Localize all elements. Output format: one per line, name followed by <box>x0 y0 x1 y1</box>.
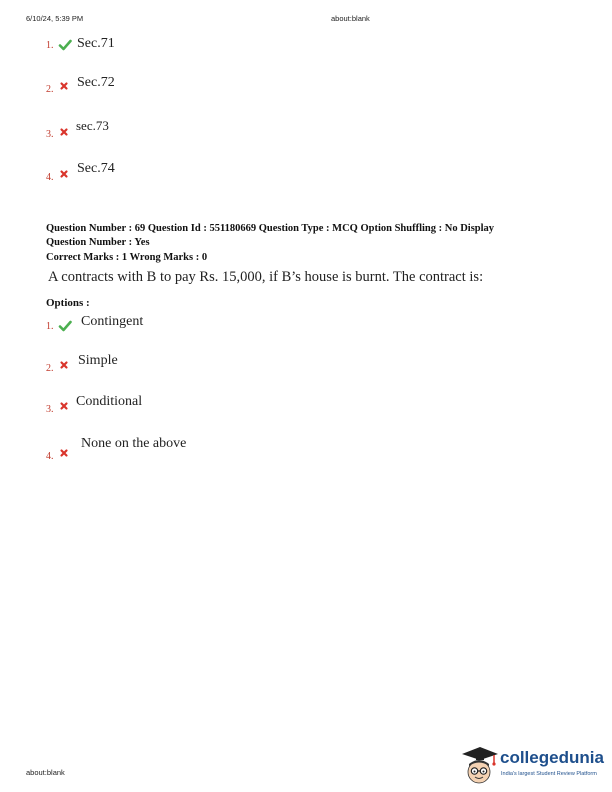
option-number: 1. <box>46 40 54 51</box>
option-text: Simple <box>78 353 118 368</box>
option-number: 4. <box>46 172 54 183</box>
question-marks: Correct Marks : 1 Wrong Marks : 0 <box>46 252 208 263</box>
cross-icon <box>59 169 69 179</box>
print-footer-url: about:blank <box>26 768 65 777</box>
option-text: Conditional <box>76 394 143 409</box>
option-text: sec.73 <box>76 118 109 133</box>
option-text: Sec.74 <box>77 161 115 176</box>
option-number: 2. <box>46 84 54 95</box>
cross-icon <box>59 360 69 370</box>
cross-icon <box>59 401 69 411</box>
option-number: 2. <box>46 363 54 374</box>
prev-option-3 <box>46 119 446 143</box>
option-number: 3. <box>46 129 54 140</box>
print-url: about:blank <box>331 14 370 23</box>
option-text: None on the above <box>81 436 187 451</box>
brand-name: collegedunia <box>500 748 604 767</box>
cross-icon <box>59 81 69 91</box>
question-meta <box>46 222 566 265</box>
question-meta-line1: Question Number : 69 Question Id : 551180669 Question Type : MCQ Option Shuffling : No Display <box>46 223 495 234</box>
prev-option-4 <box>46 162 446 186</box>
option-text: Sec.72 <box>77 75 115 90</box>
option-4 <box>46 438 446 462</box>
print-datetime: 6/10/24, 5:39 PM <box>26 14 84 23</box>
option-text: Contingent <box>81 314 144 329</box>
option-number: 4. <box>46 451 54 462</box>
prev-option-1 <box>46 36 446 60</box>
collegedunia-logo <box>458 744 608 788</box>
option-2 <box>46 355 446 379</box>
print-header <box>26 14 586 26</box>
cross-icon <box>59 127 69 137</box>
option-number: 1. <box>46 321 54 332</box>
question-meta-line2: Question Number : Yes <box>46 236 150 248</box>
option-number: 3. <box>46 404 54 415</box>
mascot-icon <box>458 744 500 788</box>
brand-tagline: India's largest Student Review Platform <box>501 771 597 777</box>
question-text: A contracts with B to pay Rs. 15,000, if B’s house is burnt. The contract is: <box>48 269 484 285</box>
option-1 <box>46 316 446 340</box>
check-icon <box>58 319 72 333</box>
option-3 <box>46 396 446 420</box>
option-text: Sec.71 <box>77 36 115 51</box>
options-label: Options : <box>46 297 90 309</box>
prev-option-2 <box>46 76 446 100</box>
check-icon <box>58 38 72 52</box>
cross-icon <box>59 448 69 458</box>
